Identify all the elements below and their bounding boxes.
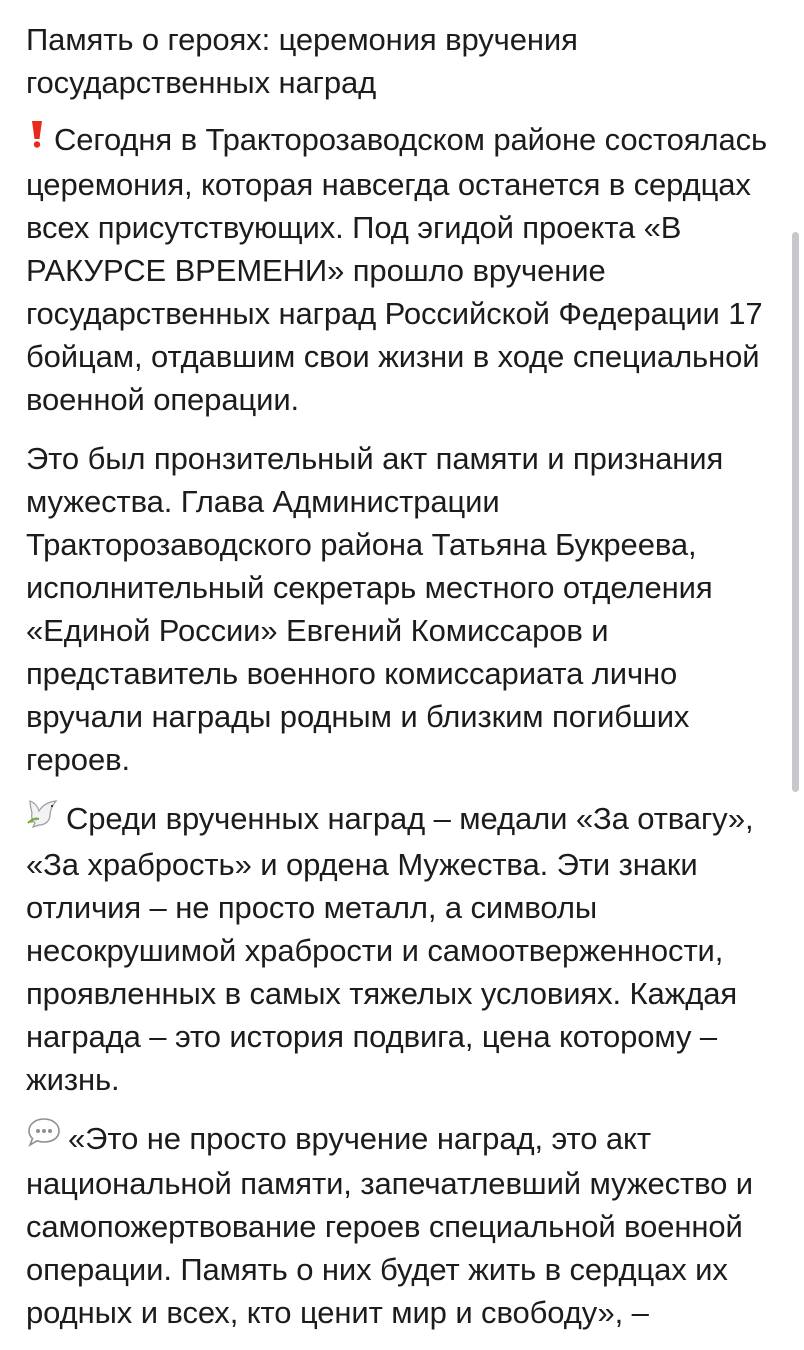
article-title: Память о героях: церемония вручения государственных наград <box>26 22 578 100</box>
paragraph-ceremony <box>26 118 788 421</box>
paragraph-quote <box>26 1117 788 1334</box>
scrollbar[interactable] <box>792 232 799 792</box>
paragraph-text: Среди врученных наград – медали «За отвагу», «За храбрость» и ордена Мужества. Эти знаки отличия – не просто металл, а символы несокрушимой храбрости и самоотверженности, проявленных в самых тяжелых условиях. Каждая награда – это история подвига, цена которому – жизнь. <box>26 801 754 1097</box>
article <box>26 18 788 1350</box>
paragraph-awards <box>26 797 788 1100</box>
paragraph-text: «Это не просто вручение наград, это акт национальной памяти, запечатлевший мужество и самопожертвование героев специальной военной операции. Память о них будет жить в сердцах их родных и всех, кто ценит мир и свободу», – <box>26 1120 753 1330</box>
exclamation-icon <box>26 117 48 160</box>
paragraph-text: Сегодня в Тракторозаводском районе состоялась церемония, которая навсегда останется в сердцах всех присутствующих. Под эгидой проекта «В РАКУРСЕ ВРЕМЕНИ» прошло вручение государственных наград Российской Федерации 17 бойцам, отдавшим свои жизни в ходе специальной военной операции. <box>26 122 768 418</box>
paragraph-text: Это был пронзительный акт памяти и признания мужества. Глава Администрации Тракторозаводского района Татьяна Букреева, исполнительный секретарь местного отделения «Единой России» Евгений Комиссаров и представитель военного комиссариата лично вручали награды родным и близким погибших героев. <box>26 441 724 778</box>
dove-icon <box>26 797 60 840</box>
speech-bubble-icon <box>26 1116 62 1159</box>
paragraph-officials <box>26 437 788 781</box>
